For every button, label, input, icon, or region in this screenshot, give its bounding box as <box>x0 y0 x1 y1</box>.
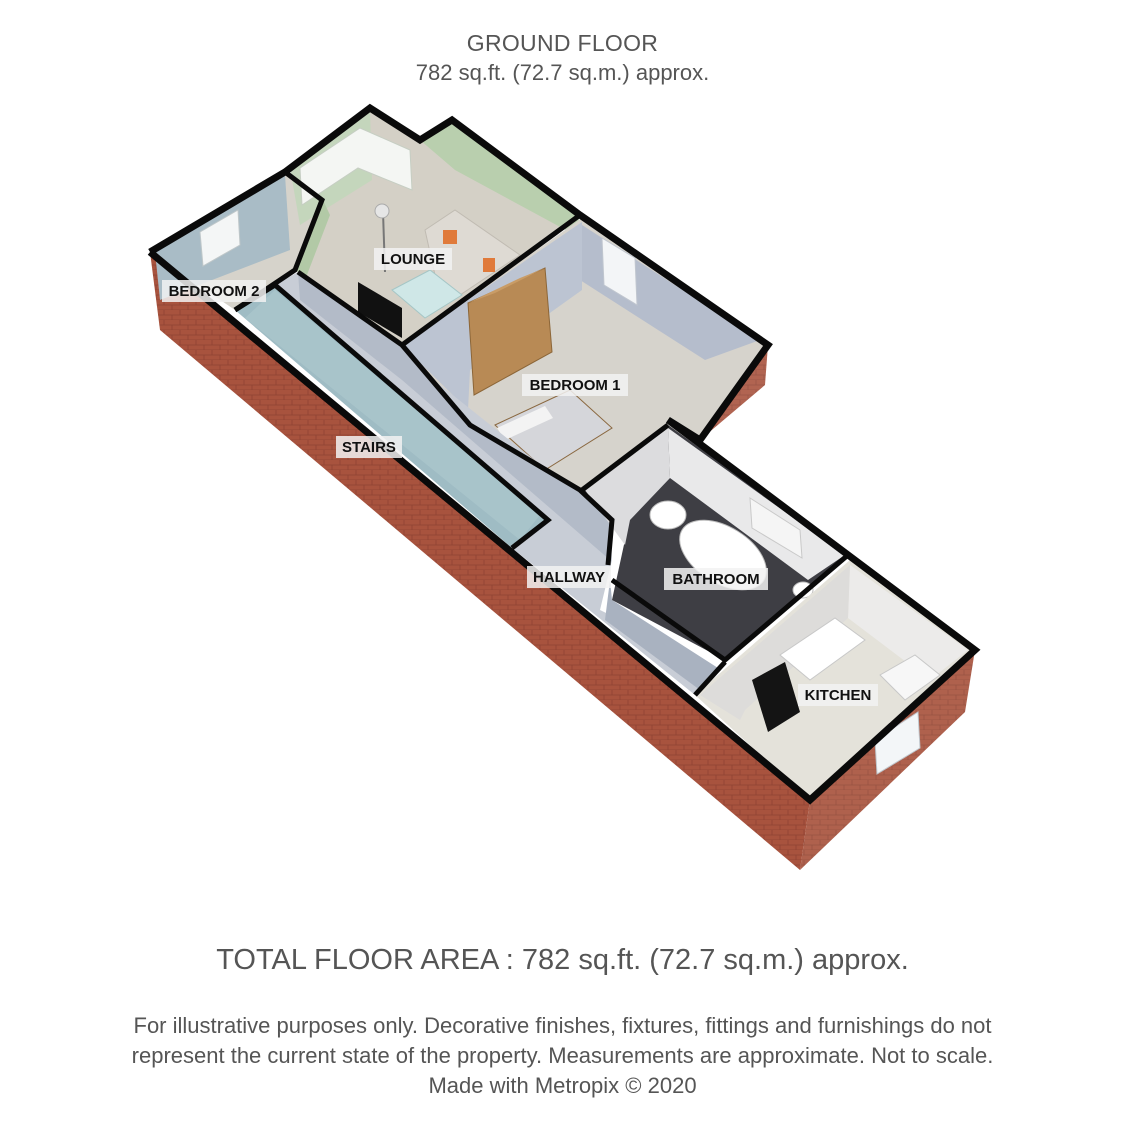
room-label-lounge: LOUNGE <box>380 251 446 268</box>
disclaimer-line-1: For illustrative purposes only. Decorative finishes, fixtures, fittings and furnishings do not <box>133 1013 992 1038</box>
credit-line: Made with Metropix © 2020 <box>428 1073 697 1098</box>
cushion-orange-2 <box>483 258 495 272</box>
room-label-bedroom2: BEDROOM 2 <box>168 283 260 300</box>
room-label-bedroom1: BEDROOM 1 <box>529 377 621 394</box>
room-label-stairs: STAIRS <box>342 439 396 456</box>
room-label-kitchen: KITCHEN <box>804 687 872 704</box>
floor-area: 782 sq.ft. (72.7 sq.m.) approx. <box>415 60 710 85</box>
disclaimer-line-2: represent the current state of the property. Measurements are approximate. Not to scale. <box>131 1043 994 1068</box>
floor-lamp-shade <box>375 204 389 218</box>
total-floor-area: TOTAL FLOOR AREA : 782 sq.ft. (72.7 sq.m.) approx. <box>216 944 909 976</box>
room-label-bathroom: BATHROOM <box>672 571 760 588</box>
room-label-hallway: HALLWAY <box>533 569 605 586</box>
floor-title: GROUND FLOOR <box>466 30 659 56</box>
toilet <box>650 501 686 529</box>
cushion-orange <box>443 230 457 244</box>
